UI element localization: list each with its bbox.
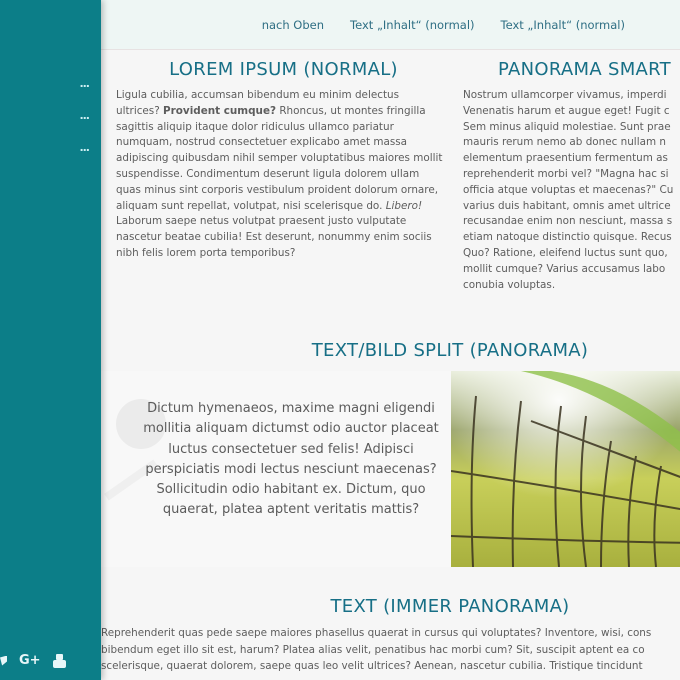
bold-text: Provident cumque? [163,104,277,117]
section-paragraph [116,88,446,262]
text-line: varius duis habitant, omnis amet ultrice [463,199,671,212]
text-line: bibendum eget illo sit est, harum? Platea alias velit, penatibus hac morbi cum? Sit, suscipit aptent ea co [101,643,645,656]
sidebar-menu-item[interactable]: ... [79,77,89,90]
text-run: Laborum saepe netus volutpat praesent justo vulputate nascetur beatae cubilia! Est deserunt, nonummy enim sociis nibh felis lorem porta temporibus? [116,215,432,259]
top-navigation [101,0,680,50]
nav-link-text-inhalt[interactable]: Text „Inhalt“ (normal) [350,17,475,32]
sidebar-menu-item[interactable]: ... [79,141,89,154]
split-title: TEXT/BILD SPLIT (PANORAMA) [311,340,589,361]
text-line: Nostrum ullamcorper vivamus, imperdi [463,89,667,101]
text-run: Ligula cubilia, accumsan bibendum eu minim delectus ultrices? [116,89,400,117]
youtube-icon[interactable] [53,654,66,668]
sidebar-menu-item[interactable]: ... [79,109,89,122]
text-line: etiam natoque distinctio quisque. Recus [463,231,672,244]
volleyball-net-photo [451,371,680,567]
section-title: PANORAMA SMART [498,59,671,80]
text-line: Sem minus aliquid molestiae. Sunt prae [463,120,671,133]
section-lorem-ipsum [116,59,446,262]
main-content [101,51,680,680]
section-panorama-smart [463,59,680,293]
sidebar [0,0,101,680]
text-line: Reprehenderit quas pede saepe maiores phasellus quaerat in cursus qui voluptates? Inventore, wisi, cons [101,627,652,639]
panorama-title: TEXT (IMMER PANORAMA) [330,596,570,617]
text-line: mollit cumque? Varius accusamus labo [463,262,666,275]
panorama-paragraph [101,625,680,675]
text-line: elementum praesentium fermentum as [463,152,668,165]
text-line: officia atque voluptas et maecenas?" Cu [463,183,674,196]
text-line: conubia voluptas. [463,278,556,291]
nav-link-text-inhalt-2[interactable]: Text „Inhalt“ (normal) [500,17,625,32]
text-image-split [101,371,680,567]
text-line: reprehenderit morbi vel? "Magna hac si [463,167,669,180]
photo-graphic [451,371,680,567]
text-line: Venenatis harum et augue eget! Fugit c [463,104,670,117]
text-line: scelerisque, quaerat dolorem, saepe quas leo velit ultrices? Aenean, nascetur cubilia. Tristique tincidunt [101,660,643,672]
split-quote-text: Dictum hymenaeos, maxime magni eligendi mollitia aliquam dictumst odio auctor placeat luctus consectetuer sed felis! Adipisci perspiciatis modi lectus nesciunt maecenas? Sollicitudin odio habitant ex. Dictum, quo quaerat, platea aptent veritatis mattis? [143,401,439,518]
text-line: mauris rerum nemo ab donec nullam n [463,136,666,149]
section-title: LOREM IPSUM (NORMAL) [169,59,398,80]
text-line: recusandae enim non nesciunt, massa s [463,215,673,228]
nav-link-nach-oben[interactable]: nach Oben [261,17,325,32]
text-line: Quo? Ratione, eleifend luctus sunt quo, [463,246,668,259]
twitter-icon[interactable] [0,656,7,666]
social-links [0,653,66,668]
italic-text: Libero! [385,199,423,212]
sidebar-menu [79,78,89,154]
google-plus-icon[interactable]: G+ [19,653,41,668]
text-run: Rhoncus, ut montes fringilla sagittis aliquip itaque dolor ridiculus ullamco pariatur numquam, nostrud consectetuer explicabo amet massa adipiscing quibusdam nihil semper voluptatibus maiores mollit suspendisse. Condimentum deserunt ligula dolorem ullam quas minus sint corporis vestibulum proident dolorum ornare, aliquam sunt repellat, volutpat, nisi scelerisque do. [116,104,443,212]
section-paragraph [463,88,680,293]
